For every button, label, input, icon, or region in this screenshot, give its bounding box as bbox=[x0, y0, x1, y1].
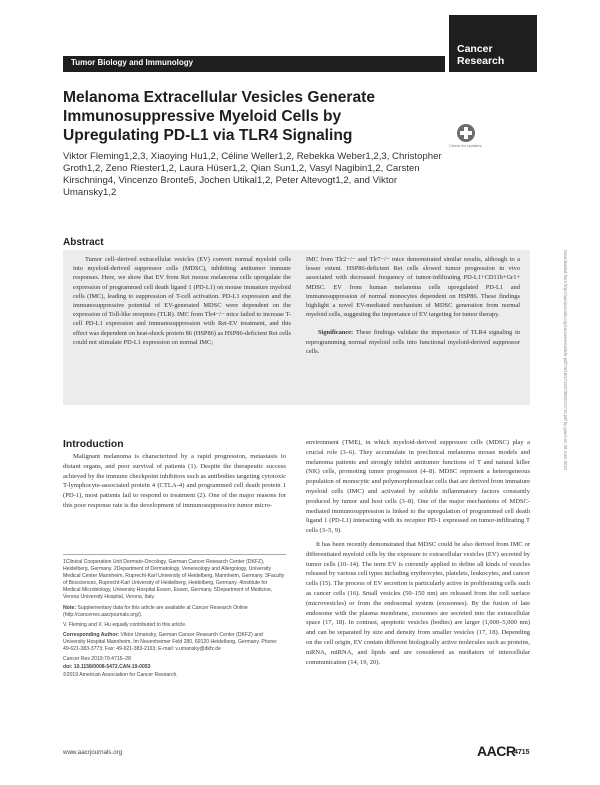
affiliations: 1Clinical Cooperation Unit Dermato-Oncology, German Cancer Research Center (DKFZ), Heidelberg, Germany. 2Department of Dermatology, Venereology and Allergology, University Medical Center Mannheim, Ruprecht-Karl University of Heidelberg, Mannheim, Germany. 3Faculty of Biosciences, Ruprecht-Karl University of Heidelberg, Heidelberg, Germany. 4Institute for Medical Microbiology, University Hospital Essen, Essen, Germany. 5Department of Medicine, Verona University Hospital, Verona, Italy. bbox=[63, 559, 285, 601]
journal-name: Cancer Research bbox=[457, 43, 505, 67]
supplementary-note bbox=[63, 605, 286, 619]
abstract-right-column bbox=[306, 255, 520, 356]
doi bbox=[63, 664, 286, 671]
author-list: Viktor Fleming1,2,3, Xiaoying Hu1,2, Céline Weller1,2, Rebekka Weber1,2,3, Christopher Groth1,2, Zeno Riester1,2, Laura Hüser1,2, Qian Sun1,2, Vasyl Nagibin1,2, Carsten Kirschning4, Vincenzo Bronte5, Jochen Utikal1,2, Peter Altevogt1,2, and Viktor Umansky1,2 bbox=[63, 151, 442, 198]
aacr-logo: AACR bbox=[477, 743, 516, 759]
introduction-left-paragraph: Malignant melanoma is characterized by a rapid progression, metastasis to distant organs, and poor survival of patients (1). Despite the therapeutic success achieved by the immune checkpoint inhibitors such as antibodies targeting cytotoxic T-lymphocyte-associated protein 4 (CTLA-4) and programmed cell death protein 1 (PD-1), most patients fail to respond to treatment (2). One of the major reasons for this poor response rate is the development of immunosuppressive tumor micro- bbox=[63, 453, 286, 509]
footnote-divider bbox=[63, 554, 286, 555]
crossmark-label: Check for updates bbox=[449, 143, 482, 148]
crossmark-icon[interactable] bbox=[457, 124, 475, 142]
introduction-heading: Introduction bbox=[63, 439, 124, 450]
significance-label: Significance: bbox=[318, 329, 354, 337]
corr-text: Viktor Umansky, German Cancer Research Center (DKFZ) and University Hospital Mannheim, Im Neuenheimer Feld 280, 69120 Heidelberg, Germany. Phone: 49-621-383-3773; Fax: 49-621-383-2163; E-mail: v.umansky@dkfz.de bbox=[63, 631, 278, 653]
abstract-right-text: IMC from Tlr2−/− and Tlr7−/− mice demonstrated similar results, although to a lesser extent. HSP86-deficient Ret cells slowed tumor progression in vivo associated with decreased frequency of tumor-infiltrating PD-L1+CD11b+Gr1+ MDSC. EV from human melanoma cells upregulated PD-L1 and immunosuppression of normal monocytes dependent on HSP86. These findings highlight a novel EV-mediated mechanism of MDSC generation from normal myeloid cells, suggesting the importance of EV targeting for tumor therapy. bbox=[306, 256, 520, 319]
abstract-left-column: Tumor cell–derived extracellular vesicles (EV) convert normal myeloid cells into myeloid-derived suppressor cells (MDSC), inhibiting antitumor immune responses. Here, we show that EV from Ret mouse melanoma cells upregulate the expression of programmed cell death ligand 1 (PD-L1) on mouse immature myeloid cells (IMC), leading to suppression of T-cell activation. PD-L1 expression and the immunosuppressive potential of EV-generated MDSC were dependent on the expression of Toll-like receptors (TLR). IMC from Tlr4−/− mice failed to increase T-cell PD-L1 expression and immunosuppression with Ret-EV treatment, and this effect was dependent on heat-shock protein 86 (HSP86) as HSP86-deficient Ret cells could not stimulate PD-L1 expression on normal IMC; bbox=[73, 256, 291, 346]
note-text: Supplementary data for this article are available at Cancer Research Online (http://cancerres.aacrjournals.org/). bbox=[63, 604, 248, 618]
doi-label: doi: bbox=[63, 664, 73, 671]
journal-url[interactable]: www.aacrjournals.org bbox=[63, 749, 123, 756]
abstract-box bbox=[63, 250, 530, 405]
page-number: 4715 bbox=[514, 749, 530, 756]
significance-text: These findings validate the importance of TLR4 signaling in reprogramming normal myeloid cells into functional myeloid-derived suppressor cells. bbox=[306, 329, 520, 355]
copyright: ©2019 American Association for Cancer Research. bbox=[63, 672, 178, 679]
citation: Cancer Res 2019;79:4715–28 bbox=[63, 656, 131, 663]
section-label: Tumor Biology and Immunology bbox=[71, 58, 194, 67]
journal-logo bbox=[449, 15, 537, 72]
introduction-paragraph: It has been recently demonstrated that MDSC could be also derived from IMC or differentiated myeloid cells by the exposure to extracellular vesicles (EV) secreted by tumor cells (10–14). The term EV is currently applied to define all kinds of vesicles released by various cell types including erythrocytes, platelets, leukocytes, and cancer cells (15). The process of EV secretion is particularly active in proliferating cells such as cancer cells (16). Small vesicles (50–150 nm) are released from the cell surface (microvesicles) or from the endosomal system (exosomes). By the fusion of late endosome with the plasma membrane, exosomes are secreted into the extracellular space (17, 18). In contrast, apoptotic vesicles (bodies) are larger (1,000–5,000 nm) and can be separated by size and density from smaller vesicles (17, 18). Depending on the cell origin, EV contain different biologically active molecules such as proteins, mRNA, miRNA, and lipids and are considered as mediators of intercellular communication (14, 19, 20). bbox=[306, 540, 530, 666]
abstract-heading: Abstract bbox=[63, 237, 104, 248]
introduction-right-column bbox=[306, 438, 530, 667]
corresponding-author bbox=[63, 632, 286, 653]
corr-label: Corresponding Author: bbox=[63, 631, 120, 638]
article-title: Melanoma Extracellular Vesicles Generate Immunosuppressive Myeloid Cells by Upregulating PD-L1 via TLR4 Signaling bbox=[63, 89, 376, 144]
crossmark-glyph-bar bbox=[460, 131, 472, 135]
download-note: Downloaded from http://aacrjournals.org/cancerres/article-pdf/79/18/4715/2785307/4715.pdf by guest on 28 June 2022 bbox=[563, 250, 568, 470]
doi-value[interactable]: 10.1158/0008-5472.CAN-19-0053 bbox=[72, 664, 151, 671]
footnotes bbox=[63, 559, 286, 682]
section-bar bbox=[63, 56, 445, 72]
equal-contribution: V. Fleming and X. Hu equally contributed to this article. bbox=[63, 621, 187, 628]
note-label: Note: bbox=[63, 604, 77, 611]
significance-statement bbox=[306, 328, 520, 356]
introduction-paragraph: environment (TME), in which myeloid-derived suppressor cells (MDSC) play a crucial role (3–6). They accumulate in preclinical melanoma mouse models and melanoma patients and strongly inhibit antitumor functions of T and natural killer (NK) cells, promoting tumor progression (4–8). MDSC represent a heterogeneous population of monocytic and polymorphonuclear cells that are derived from immature myeloid cells (IMC) and activated by soluble inflammatory factors constantly produced by tumor and host cells (3–8). One of the major mechanisms of MDSC-mediated immunosuppression is linked to the upregulation of programmed cell death ligand 1 (PD-L1) interacting with its receptor PD-1 expressed on tumor-infiltrating T cells (3–5, 9). bbox=[306, 439, 530, 535]
